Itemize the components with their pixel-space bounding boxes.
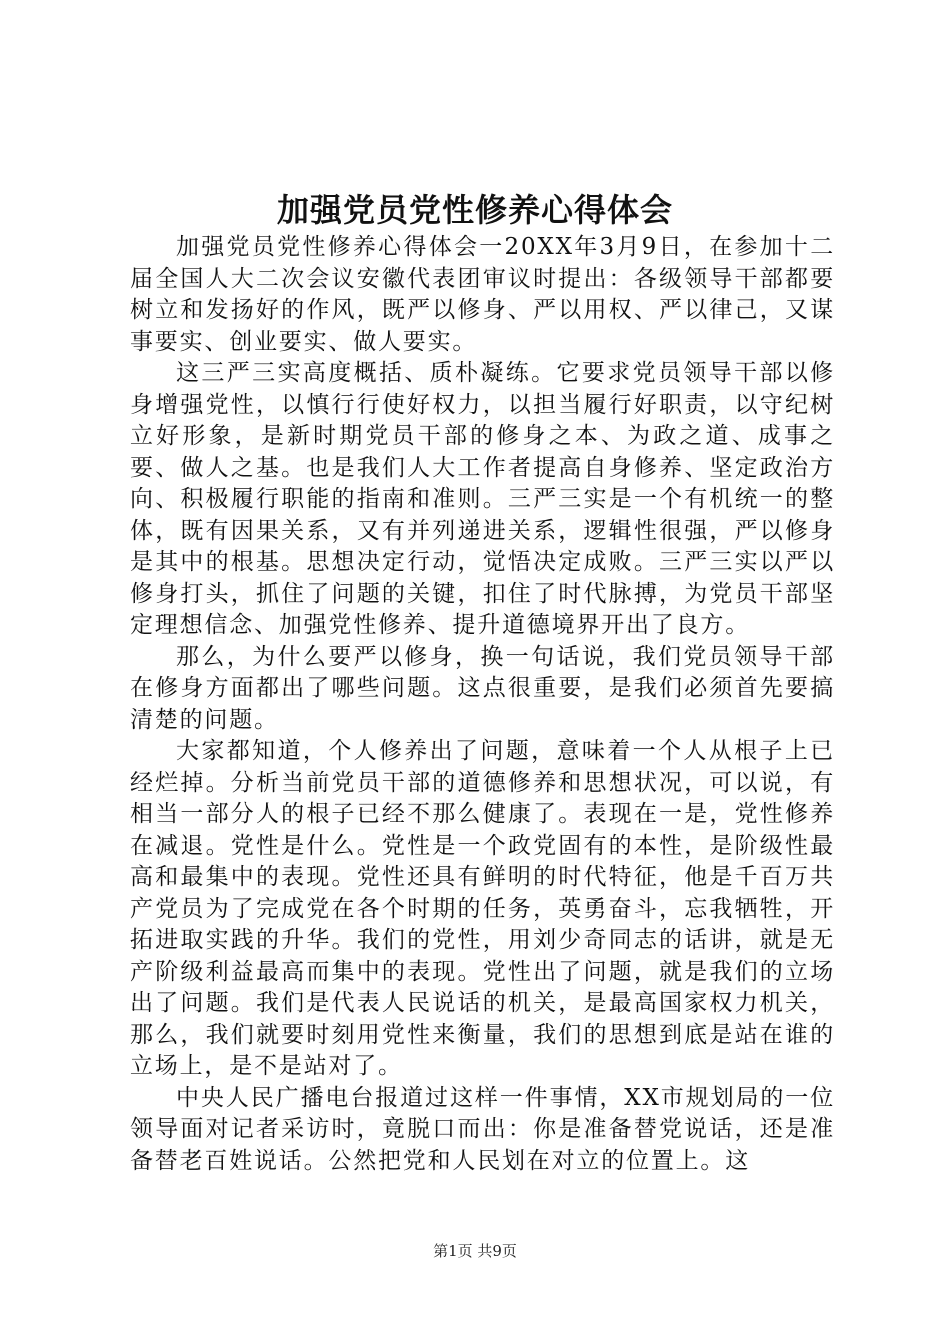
- paragraph-5: 中央人民广播电台报道过这样一件事情，XX市规划局的一位领导面对记者采访时，竟脱口而出：你是准备替党说话，还是准备替老百姓说话。公然把党和人民划在对立的位置上。这: [130, 1084, 835, 1174]
- document-title: 加强党员党性修养心得体会: [276, 191, 673, 229]
- paragraph-2: 这三严三实高度概括、质朴凝练。它要求党员领导干部以修身增强党性，以慎行行使好权力，以担当履行好职责，以守纪树立好形象，是新时期党员干部的修身之本、为政之道、成事之要、做人之基。也是我们人大工作者提高自身修养、坚定政治方向、积极履行职能的指南和准则。三严三实是一个有机统一的整体，既有因果关系，又有并列递进关系，逻辑性很强，严以修身是其中的根基。思想决定行动，觉悟决定成败。三严三实以严以修身打头，抓住了问题的关键，扣住了时代脉搏，为党员干部坚定理想信念、加强党性修养、提升道德境界开出了良方。: [130, 360, 835, 638]
- paragraph-3: 那么，为什么要严以修身，换一句话说，我们党员领导干部在修身方面都出了哪些问题。这点很重要，是我们必须首先要搞清楚的问题。: [130, 643, 835, 733]
- paragraph-4: 大家都知道，个人修养出了问题，意味着一个人从根子上已经烂掉。分析当前党员干部的道德修养和思想状况，可以说，有相当一部分人的根子已经不那么健康了。表现在一是，党性修养在减退。党性是什么。党性是一个政党固有的本性，是阶级性最高和最集中的表现。党性还具有鲜明的时代特征，他是千百万共产党员为了完成党在各个时期的任务，英勇奋斗，忘我牺牲，开拓进取实践的升华。我们的党性，用刘少奇同志的话讲，就是无产阶级利益最高而集中的表现。党性出了问题，就是我们的立场出了问题。我们是代表人民说话的机关，是最高国家权力机关，那么，我们就要时刻用党性来衡量，我们的思想到底是站在谁的立场上，是不是站对了。: [130, 738, 835, 1079]
- paragraph-1: 加强党员党性修养心得体会一20XX年3月9日，在参加十二届全国人大二次会议安徽代表团审议时提出：各级领导干部都要树立和发扬好的作风，既严以修身、严以用权、严以律己，又谋事要实、创业要实、做人要实。: [130, 234, 835, 355]
- document-body: [130, 232, 835, 1177]
- page-number-footer: 第1页 共9页: [433, 1242, 517, 1260]
